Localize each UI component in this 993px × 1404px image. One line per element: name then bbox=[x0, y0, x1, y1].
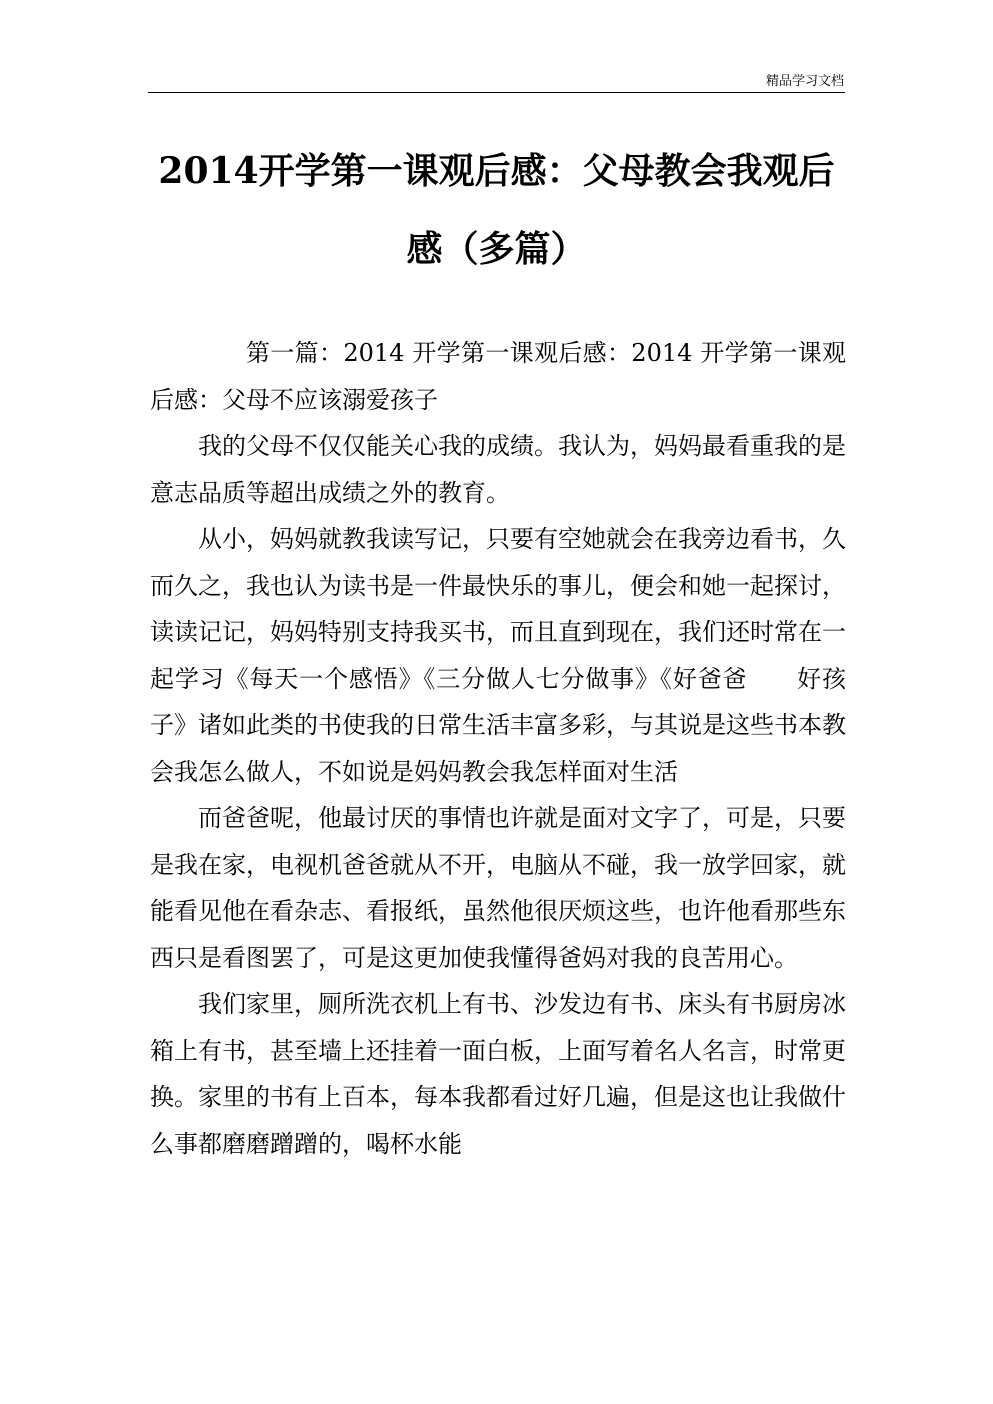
paragraph: 我的父母不仅仅能关心我的成绩。我认为，妈妈最看重我的是意志品质等超出成绩之外的教育。 bbox=[150, 432, 846, 507]
paragraph: 而爸爸呢，他最讨厌的事情也许就是面对文字了，可是，只要是我在家，电视机爸爸就从不开，电脑从不碰，我一放学回家，就能看见他在看杂志、看报纸，虽然他很厌烦这些，也许他看那些东西只是看图罢了，可是这更加使我懂得爸妈对我的良苦用心。 bbox=[150, 804, 846, 972]
document-title: 2014开学第一课观后感：父母教会我观后感（多篇） bbox=[158, 150, 835, 270]
paragraph: 从小，妈妈就教我读写记，只要有空她就会在我旁边看书，久而久之，我也认为读书是一件最快乐的事儿，便会和她一起探讨，读读记记，妈妈特别支持我买书，而且直到现在，我们还时常在一起学习《每天一个感悟》《三分做人七分做事》《好爸爸 好孩子》诸如此类的书使我的日常生活丰富多彩，与其说是这些书本教会我怎么做人，不如说是妈妈教会我怎样面对生活 bbox=[150, 525, 846, 786]
paragraph-subtitle: 第一篇：2014 开学第一课观后感：2014 开学第一课观后感：父母不应该溺爱孩子 bbox=[150, 339, 846, 414]
page-header-label: 精品学习文档 bbox=[765, 74, 844, 89]
document-body bbox=[150, 330, 846, 1167]
header-divider bbox=[148, 92, 845, 93]
paragraph: 我们家里，厕所洗衣机上有书、沙发边有书、床头有书厨房冰箱上有书，甚至墙上还挂着一面白板，上面写着名人名言，时常更换。家里的书有上百本，每本我都看过好几遍，但是这也让我做什么事都磨磨蹭蹭的，喝杯水能 bbox=[150, 990, 846, 1158]
